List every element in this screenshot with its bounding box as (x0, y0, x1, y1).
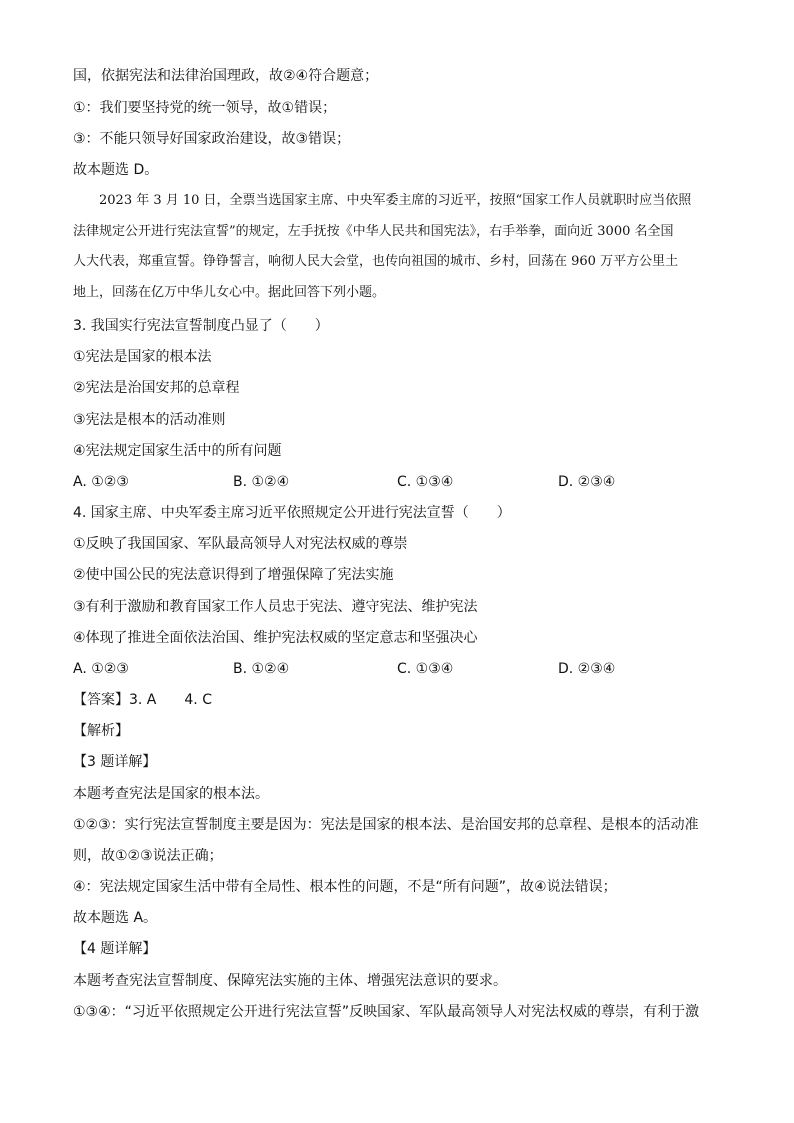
detail-3-line: ④：宪法规定国家生活中带有全局性、根本性的问题，不是“所有问题”，故④说法错误； (73, 879, 617, 895)
passage-line: 地上，回荡在亿万中华儿女心中。据此回答下列小题。 (73, 284, 386, 300)
option-a: A. ①②③ (73, 661, 129, 677)
option-d: D. ②③④ (558, 661, 616, 677)
detail-3-heading: 【3 题详解】 (73, 754, 157, 770)
passage-line: 人大代表，郑重宣誓。铮铮誓言，响彻人民大会堂，也传向祖国的城市、乡村，回荡在 960 万平方公里土 (73, 254, 679, 269)
question-4-item: ④体现了推进全面依法治国、维护宪法权威的坚定意志和坚强决心 (73, 630, 478, 646)
question-4-item: ③有利于激励和教育国家工作人员忠于宪法、遵守宪法、维护宪法 (73, 599, 478, 615)
option-b: B. ①②④ (233, 661, 290, 677)
detail-3-line: 本题考查宪法是国家的根本法。 (73, 786, 269, 802)
reading-passage (73, 191, 723, 313)
detail-3-line: 则，故①②③说法正确； (73, 848, 223, 864)
question-3-item: ①宪法是国家的根本法 (73, 349, 212, 365)
text-line: 国，依据宪法和法律治国理政，故②④符合题意； (73, 68, 379, 84)
detail-3-line: 故本题选 A。 (73, 910, 158, 926)
question-4-item: ①反映了我国国家、军队最高领导人对宪法权威的尊崇 (73, 536, 408, 552)
analysis-heading: 【解析】 (73, 723, 129, 739)
option-d: D. ②③④ (558, 474, 616, 490)
answer-line: 【答案】3. A 4. C (73, 692, 212, 708)
detail-4-heading: 【4 题详解】 (73, 941, 157, 957)
question-3-stem: 3. 我国实行宪法宣誓制度凸显了（ ） (73, 318, 329, 334)
question-3-item: ③宪法是根本的活动准则 (73, 412, 226, 428)
question-4-stem: 4. 国家主席、中央军委主席习近平依照规定公开进行宪法宣誓（ ） (73, 505, 511, 521)
option-b: B. ①②④ (233, 474, 290, 490)
detail-4-line: ①③④：“习近平依照规定公开进行宪法宣誓”反映国家、军队最高领导人对宪法权威的尊崇，有利于激 (73, 1004, 700, 1020)
option-c: C. ①③④ (397, 661, 454, 677)
option-c: C. ①③④ (397, 474, 454, 490)
question-4-item: ②使中国公民的宪法意识得到了增强保障了宪法实施 (73, 567, 394, 583)
passage-line: 2023 年 3 月 10 日，全票当选国家主席、中央军委主席的习近平，按照“国家工作人员就职时应当依照 (99, 193, 692, 208)
option-a: A. ①②③ (73, 474, 129, 490)
text-line: ③：不能只领导好国家政治建设，故③错误； (73, 131, 351, 147)
detail-4-line: 本题考查宪法宣誓制度、保障宪法实施的主体、增强宪法意识的要求。 (73, 973, 507, 989)
text-line: 故本题选 D。 (73, 162, 159, 178)
question-3-item: ④宪法规定国家生活中的所有问题 (73, 443, 282, 459)
passage-line: 法律规定公开进行宪法宣誓”的规定，左手抚按《中华人民共和国宪法》，右手举拳，面向近 3000 名全国 (73, 223, 674, 239)
question-3-item: ②宪法是治国安邦的总章程 (73, 380, 240, 396)
detail-3-line: ①②③：实行宪法宣誓制度主要是因为：宪法是国家的根本法、是治国安邦的总章程、是根本的活动准 (73, 817, 699, 833)
text-line: ①：我们要坚持党的统一领导，故①错误； (73, 100, 337, 116)
